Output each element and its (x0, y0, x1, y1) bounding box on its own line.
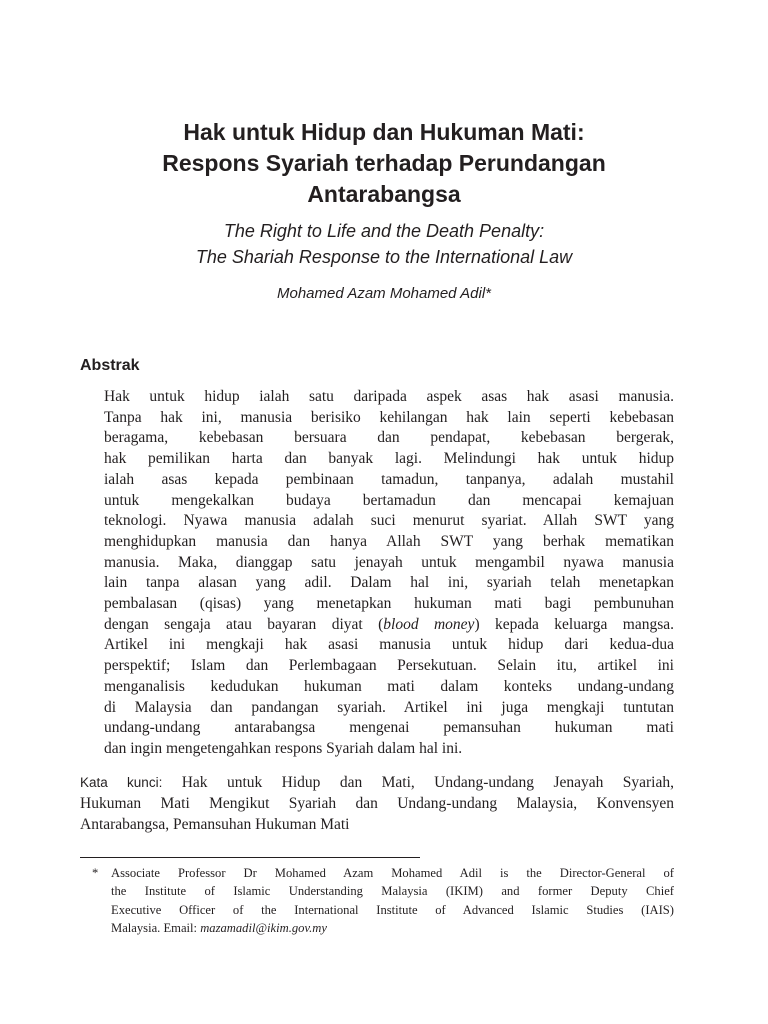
article-title (80, 117, 688, 210)
abstract-line: teknologi. Nyawa manusia adalah suci menurut syariat. Allah SWT yang (104, 512, 674, 530)
abstract-text: ) kepada keluarga mangsa. (474, 615, 674, 633)
abstract-line: Hak untuk hidup ialah satu daripada aspek asas hak asasi manusia. (104, 388, 674, 405)
keywords-label: Kata kunci: (80, 775, 163, 790)
author-name: Mohamed Azam Mohamed Adil* (277, 285, 491, 302)
footnote-divider (80, 857, 420, 858)
abstract-line: hak pemilikan harta dan banyak lagi. Melindungi hak untuk hidup (104, 450, 674, 468)
abstract-line: untuk mengekalkan budaya bertamadun dan mencapai kemajuan (104, 491, 674, 509)
footnote-text-prefix: Malaysia. Email: (111, 920, 201, 935)
footnote-email: mazamadil@ikim.gov.my (200, 920, 327, 935)
footnote-text (111, 864, 674, 937)
footnote-line: Executive Officer of the International Institute of Advanced Islamic Studies (IAIS) (111, 902, 674, 917)
title-line-3: Antarabangsa (307, 181, 461, 207)
footnote-marker: * (92, 866, 99, 880)
keywords-text: Hak untuk Hidup dan Mati, Undang-undang Jenayah Syariah, (181, 774, 674, 791)
abstract-line: undang-undang antarabangsa mengenai pemansuhan hukuman mati (104, 719, 674, 737)
title-line-1: Hak untuk Hidup dan Hukuman Mati: (183, 119, 585, 145)
english-title (80, 218, 688, 270)
abstract-line: menganalisis kedudukan hukuman mati dalam konteks undang-undang (104, 677, 674, 695)
abstract-line: beragama, kebebasan bersuara dan pendapat, kebebasan bergerak, (104, 429, 674, 447)
keywords-line (80, 772, 674, 793)
abstract-heading: Abstrak (80, 357, 140, 374)
footnote-line (111, 919, 674, 937)
title-line-2: Respons Syariah terhadap Perundangan (162, 150, 606, 176)
keywords-line: Antarabangsa, Pemansuhan Hukuman Mati (80, 816, 350, 833)
abstract-line: menghidupkan manusia dan hanya Allah SWT yang berhak mematikan (104, 532, 674, 550)
abstract-line: pembalasan (qisas) yang menetapkan hukuman mati bagi pembunuhan (104, 595, 674, 613)
abstract-line: manusia. Maka, dianggap satu jenayah untuk mengambil nyawa manusia (104, 553, 674, 571)
abstract-italic-term: blood money (383, 615, 475, 633)
keywords-block (80, 772, 674, 835)
abstract-text: dengan sengaja atau bayaran diyat ( (104, 615, 384, 633)
abstract-line-italic (104, 615, 674, 636)
english-title-line-1: The Right to Life and the Death Penalty: (223, 221, 545, 241)
abstract-line: ialah asas kepada pembinaan tamadun, tanpanya, adalah mustahil (104, 470, 674, 488)
footnote-line: the Institute of Islamic Understanding Malaysia (IKIM) and former Deputy Chief (111, 884, 674, 899)
abstract-line: di Malaysia dan pandangan syariah. Artikel ini juga mengkaji tuntutan (104, 698, 674, 716)
abstract-line: Artikel ini mengkaji hak asasi manusia untuk hidup dari kedua-dua (104, 636, 674, 654)
abstract-line: Tanpa hak ini, manusia berisiko kehilangan hak lain seperti kebebasan (104, 408, 674, 426)
keywords-line: Hukuman Mati Mengikut Syariah dan Undang-undang Malaysia, Konvensyen (80, 795, 674, 812)
footnote-line: Associate Professor Dr Mohamed Azam Mohamed Adil is the Director-General of (111, 866, 674, 880)
abstract-line: lain tanpa alasan yang adil. Dalam hal ini, syariah telah menetapkan (104, 574, 674, 592)
abstract-line: dan ingin mengetengahkan respons Syariah dalam hal ini. (104, 739, 463, 757)
abstract-body (104, 387, 674, 760)
english-title-line-2: The Shariah Response to the International Law (195, 247, 573, 267)
abstract-line: perspektif; Islam dan Perlembagaan Persekutuan. Selain itu, artikel ini (104, 657, 674, 675)
